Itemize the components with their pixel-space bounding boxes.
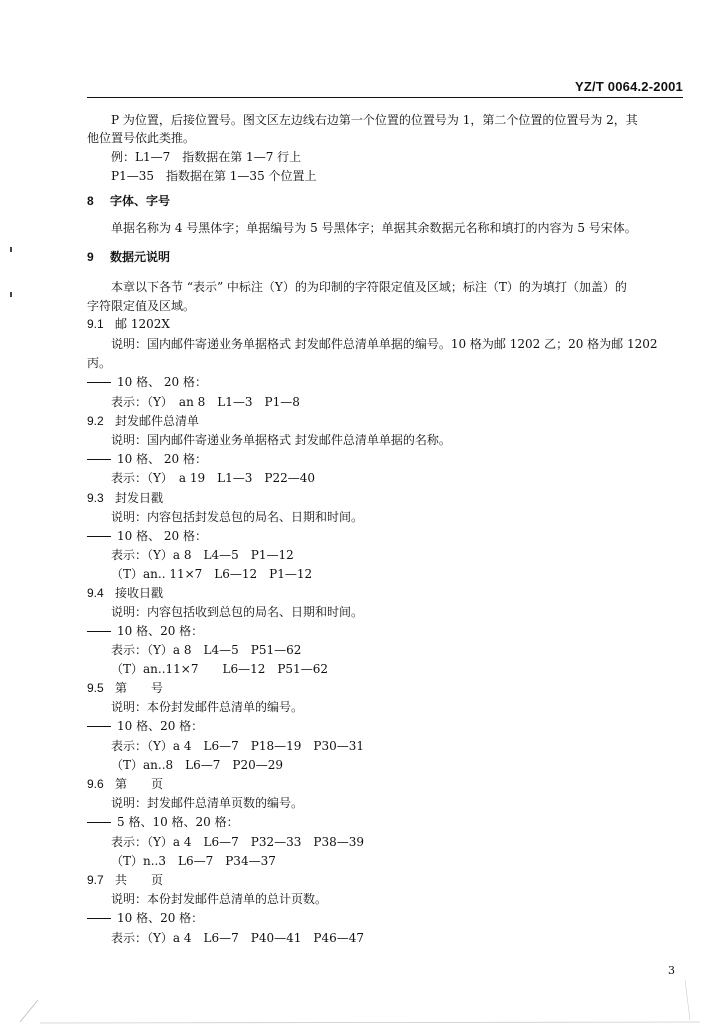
representation-line: 表示：（Y） a 19 L1—3 P22—40 (111, 471, 316, 485)
subsection-heading (87, 413, 199, 429)
paragraph-line: 单据名称为 4 号黑体字；单据编号为 5 号黑体字；单据其余数据元名称和填打的内容为 5 号宋体。 (111, 221, 637, 235)
description-line: 说明：本份封发邮件总清单的编号。 (111, 700, 304, 714)
section-heading (87, 193, 170, 209)
dash-item (87, 910, 203, 926)
subsection-title: 第 页 (115, 777, 164, 791)
subsection-title: 接收日戳 (115, 586, 164, 600)
dash-item (87, 718, 203, 734)
subsection-number: 9.3 (87, 491, 104, 505)
section-title: 数据元说明 (110, 250, 171, 264)
dash-mark (87, 631, 111, 632)
paragraph-line: 他位置号依此类推。 (87, 131, 196, 145)
description-line: 丙。 (87, 356, 112, 370)
representation-line: （T）n..3 L6—7 P34—37 (111, 854, 276, 868)
description-line: 说明：国内邮件寄递业务单据格式 封发邮件总清单单据的名称。 (111, 433, 451, 447)
representation-line: 表示：（Y）a 4 L6—7 P40—41 P46—47 (111, 931, 364, 945)
example-line: P1—35 指数据在第 1—35 个位置上 (111, 169, 317, 183)
dash-mark (87, 918, 111, 919)
dash-item-text: 5 格、10 格、20 格： (117, 815, 239, 829)
description-line: 说明：封发邮件总清单页数的编号。 (111, 796, 304, 810)
scan-mark (10, 292, 12, 297)
representation-line: 表示：（Y）a 4 L6—7 P18—19 P30—31 (111, 739, 364, 753)
example-line: 例：L1—7 指数据在第 1—7 行上 (111, 150, 302, 164)
paragraph-line: 字符限定值及区域。 (87, 299, 196, 313)
subsection-number: 9.4 (87, 586, 104, 600)
dash-item-text: 10 格、20 格： (117, 624, 204, 638)
standard-code: YZ/T 0064.2-2001 (575, 79, 683, 94)
dash-mark (87, 536, 111, 537)
paragraph-line: P 为位置，后接位置号。图文区左边线右边第一个位置的位置号为 1，第二个位置的位置号为 2，其 (111, 113, 638, 127)
description-line: 说明：国内邮件寄递业务单据格式 封发邮件总清单单据的编号。10 格为邮 1202 乙；20 格为邮 1202 (111, 337, 658, 351)
subsection-title: 封发邮件总清单 (115, 414, 200, 428)
representation-line: 表示：（Y）a 8 L4—5 P51—62 (111, 643, 302, 657)
dash-item-text: 10 格、20 格： (117, 719, 204, 733)
dash-mark (87, 459, 111, 460)
description-line: 说明：内容包括收到总包的局名、日期和时间。 (111, 605, 364, 619)
subsection-heading (87, 316, 170, 332)
subsection-title: 共 页 (115, 873, 164, 887)
dash-mark (87, 382, 111, 383)
subsection-title: 邮 1202X (115, 317, 170, 331)
dash-item (87, 528, 207, 544)
subsection-heading (87, 776, 163, 792)
section-number: 8 (87, 194, 94, 208)
representation-line: 表示：（Y） an 8 L1—3 P1—8 (111, 395, 300, 409)
section-heading (87, 249, 170, 265)
dash-mark (87, 822, 111, 823)
page-number: 3 (668, 964, 675, 977)
dash-item (87, 374, 207, 390)
header-rule (87, 97, 683, 98)
paragraph-line: 本章以下各节 “表示” 中标注（Y）的为印制的字符限定值及区域；标注（T）的为填打（加盖）的 (111, 280, 627, 294)
subsection-number: 9.1 (87, 317, 104, 331)
section-title: 字体、字号 (110, 194, 171, 208)
description-line: 说明：内容包括封发总包的局名、日期和时间。 (111, 510, 364, 524)
subsection-number: 9.2 (87, 414, 104, 428)
subsection-number: 9.5 (87, 681, 104, 695)
subsection-heading (87, 585, 163, 601)
representation-line: （T）an.. 11×7 L6—12 P1—12 (111, 567, 313, 581)
dash-item-text: 10 格、 20 格： (117, 452, 207, 466)
dash-item (87, 451, 207, 467)
subsection-heading (87, 680, 163, 696)
representation-line: （T）an..8 L6—7 P20—29 (111, 758, 284, 772)
scan-mark (10, 247, 12, 252)
subsection-number: 9.6 (87, 777, 104, 791)
representation-line: 表示：（Y）a 4 L6—7 P32—33 P38—39 (111, 835, 364, 849)
representation-line: 表示：（Y）a 8 L4—5 P1—12 (111, 548, 294, 562)
scan-artifact (0, 960, 720, 1024)
dash-item (87, 623, 203, 639)
description-line: 说明：本份封发邮件总清单的总计页数。 (111, 892, 328, 906)
subsection-heading (87, 490, 163, 506)
dash-mark (87, 726, 111, 727)
subsection-title: 第 号 (115, 681, 164, 695)
dash-item (87, 814, 239, 830)
subsection-title: 封发日戳 (115, 491, 164, 505)
subsection-number: 9.7 (87, 873, 104, 887)
subsection-heading (87, 872, 163, 888)
dash-item-text: 10 格、 20 格： (117, 375, 207, 389)
section-number: 9 (87, 250, 94, 264)
dash-item-text: 10 格、20 格： (117, 911, 204, 925)
representation-line: （T）an..11×7 L6—12 P51—62 (111, 662, 328, 676)
dash-item-text: 10 格、 20 格： (117, 529, 207, 543)
